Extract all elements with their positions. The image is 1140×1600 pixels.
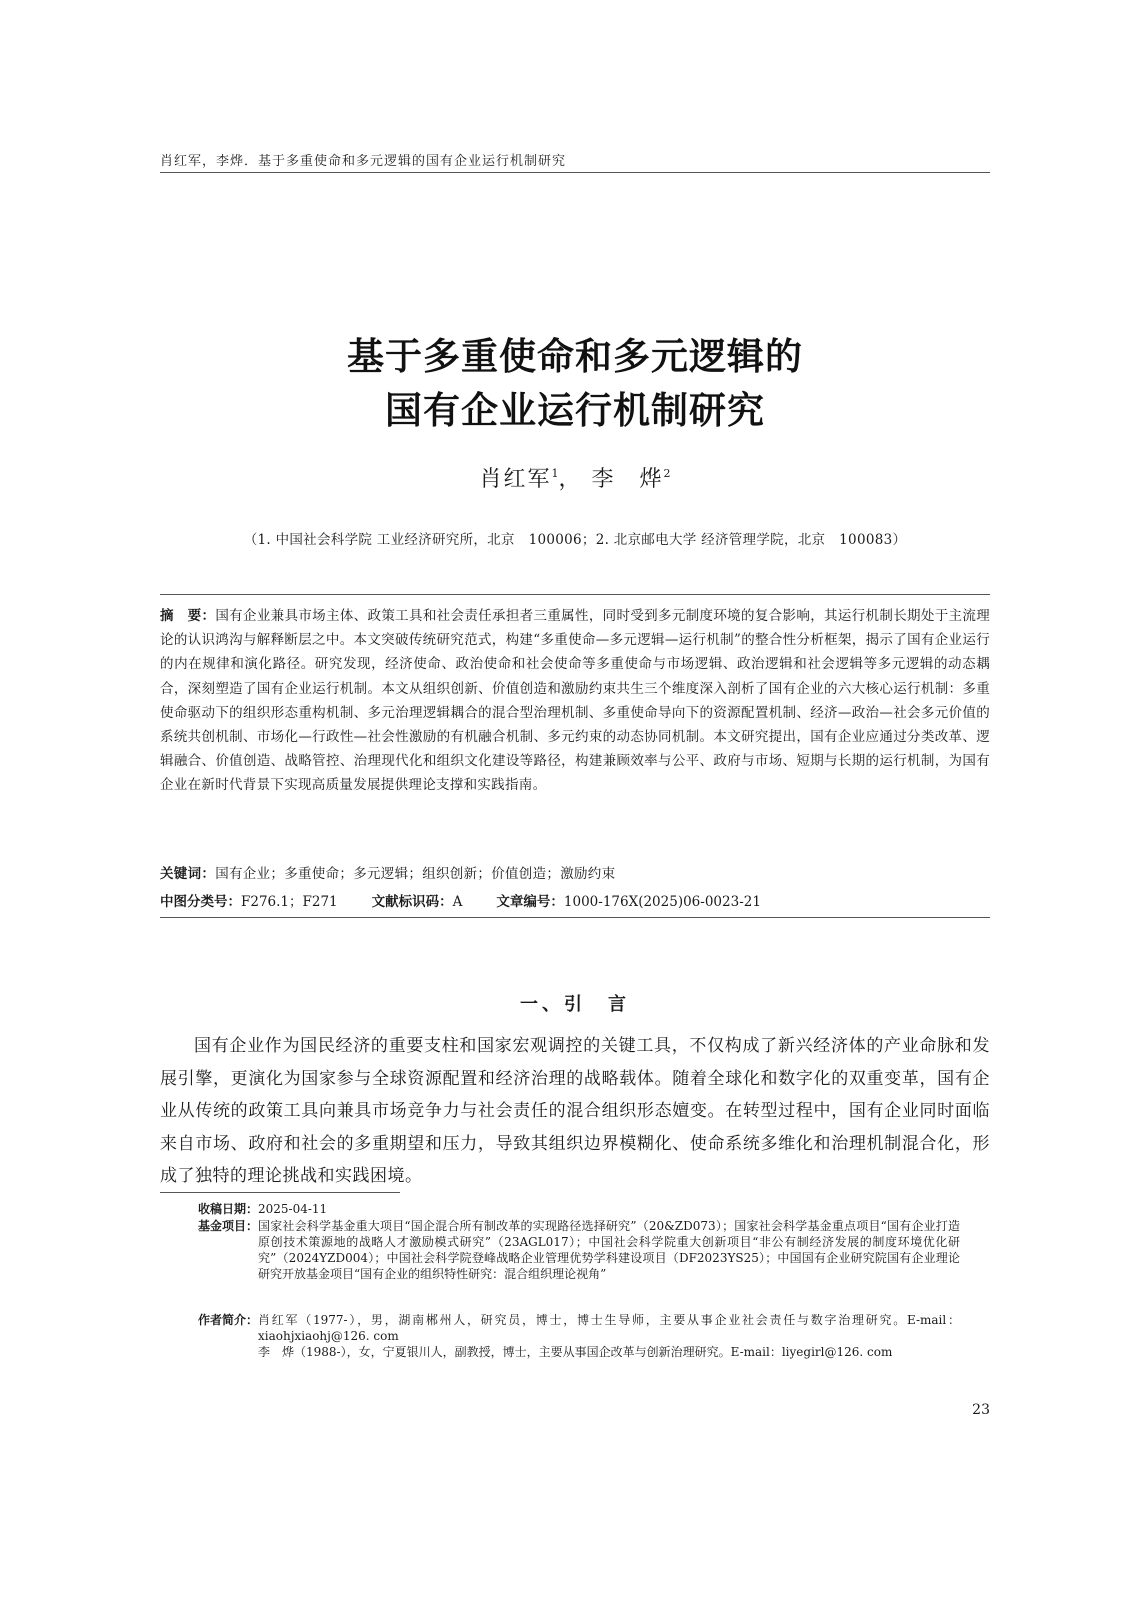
abstract-text: 国有企业兼具市场主体、政策工具和社会责任承担者三重属性，同时受到多元制度环境的复合影响，其运行机制长期处于主流理论的认识鸿沟与解释断层之中。本文突破传统研究范式，构建“多重使命—多元逻辑—运行机制”的整合性分析框架，揭示了国有企业运行的内在规律和演化路径。研究发现，经济使命、政治使命和社会使命等多重使命与市场逻辑、政治逻辑和社会逻辑等多元逻辑的动态耦合，深刻塑造了国有企业运行机制。本文从组织创新、价值创造和激励约束共生三个维度深入剖析了国有企业的六大核心运行机制：多重使命驱动下的组织形态重构机制、多元治理逻辑耦合的混合型治理机制、多重使命导向下的资源配置机制、经济—政治—社会多元价值的系统共创机制、市场化—行政性—社会性激励的有机融合机制、多元约束的动态协同机制。本文研究提出，国有企业应通过分类改革、逻辑融合、价值创造、战略管控、治理现代化和组织文化建设等路径，构建兼顾效率与公平、政府与市场、短期与长期的运行机制，为国有企业在新时代背景下实现高质量发展提供理论支撑和实践指南。 xyxy=(160,608,990,794)
fund-label: 基金项目： xyxy=(197,1219,258,1233)
section-heading: 一、引 言 xyxy=(520,994,630,1015)
author-separator: ， xyxy=(558,467,583,492)
received-value: 2025-04-11 xyxy=(258,1202,328,1216)
abstract-bottom-rule xyxy=(160,917,990,918)
title-line-1: 基于多重使命和多元逻辑的 xyxy=(347,335,803,378)
footnote-rule xyxy=(160,1192,400,1193)
article-number-label: 文章编号： xyxy=(496,894,564,910)
affiliation: （1. 中国社会科学院 工业经济研究所，北京 100006；2. 北京邮电大学 经济管理学院，北京 100083） xyxy=(243,532,907,548)
body-paragraph: 国有企业作为国民经济的重要支柱和国家宏观调控的关键工具，不仅构成了新兴经济体的产业命脉和发展引擎，更演化为国家参与全球资源配置和经济治理的战略载体。随着全球化和数字化的双重变革，国有企业从传统的政策工具向兼具市场竞争力与社会责任的混合组织形态嬗变。在转型过程中，国有企业同时面临来自市场、政府和社会的多重期望和压力，导致其组织边界模糊化、使命系统多维化和治理机制混合化，形成了独特的理论挑战和实践困境。 xyxy=(160,1036,990,1186)
header-rule xyxy=(160,172,990,173)
author-bio-2: 李 烨（1988-），女，宁夏银川人，副教授，博士，主要从事国企改革与创新治理研究。E-mail：liyegirl@126. com xyxy=(258,1345,893,1359)
title-line-2: 国有企业运行机制研究 xyxy=(385,389,765,432)
fund-value: 国家社会科学基金重大项目“国企混合所有制改革的实现路径选择研究”（20&ZD073）；国家社会科学基金重点项目“国有企业打造原创技术策源地的战略人才激励模式研究”（23AGL017）；中国社会科学院重大创新项目“非公有制经济发展的制度环境优化研究”（2024YZD004）；中国社会科学院登峰战略企业管理优势学科建设项目（DF2023YS25）；中国国有企业研究院国有企业理论研究开放基金项目“国有企业的组织特性研究：混合组织理论视角” xyxy=(258,1219,960,1281)
article-title xyxy=(160,330,990,438)
page-number: 23 xyxy=(972,1402,990,1418)
doc-code-value: A xyxy=(452,894,463,910)
author-affil-mark: 1 xyxy=(551,467,559,480)
author-bio-1: 肖红军（1977-），男，湖南郴州人，研究员，博士，博士生导师，主要从事企业社会责任与数字治理研究。E-mail：xiaohjxiaohj@126. com xyxy=(258,1313,960,1343)
abstract-top-rule xyxy=(160,594,990,595)
doc-code-label: 文献标识码： xyxy=(371,894,453,910)
running-head: 肖红军，李烨．基于多重使命和多元逻辑的国有企业运行机制研究 xyxy=(160,154,567,169)
author-bio-label: 作者简介： xyxy=(197,1313,258,1327)
classification-line xyxy=(160,890,990,910)
author-name: 李 烨 xyxy=(591,467,664,492)
keywords-label: 关键词： xyxy=(160,866,216,882)
keywords xyxy=(160,862,990,882)
received-label: 收稿日期： xyxy=(197,1202,258,1216)
author-name: 肖红军 xyxy=(479,467,552,492)
article-number-value: 1000-176X(2025)06-0023-21 xyxy=(563,894,761,910)
keywords-text: 国有企业；多重使命；多元逻辑；组织创新；价值创造；激励约束 xyxy=(215,866,616,882)
clc-value: F276.1；F271 xyxy=(241,894,338,910)
clc-label: 中图分类号： xyxy=(160,894,241,910)
author-affil-mark: 2 xyxy=(663,467,671,480)
author-list xyxy=(160,462,990,493)
abstract xyxy=(160,604,990,798)
abstract-label: 摘 要： xyxy=(160,608,216,624)
